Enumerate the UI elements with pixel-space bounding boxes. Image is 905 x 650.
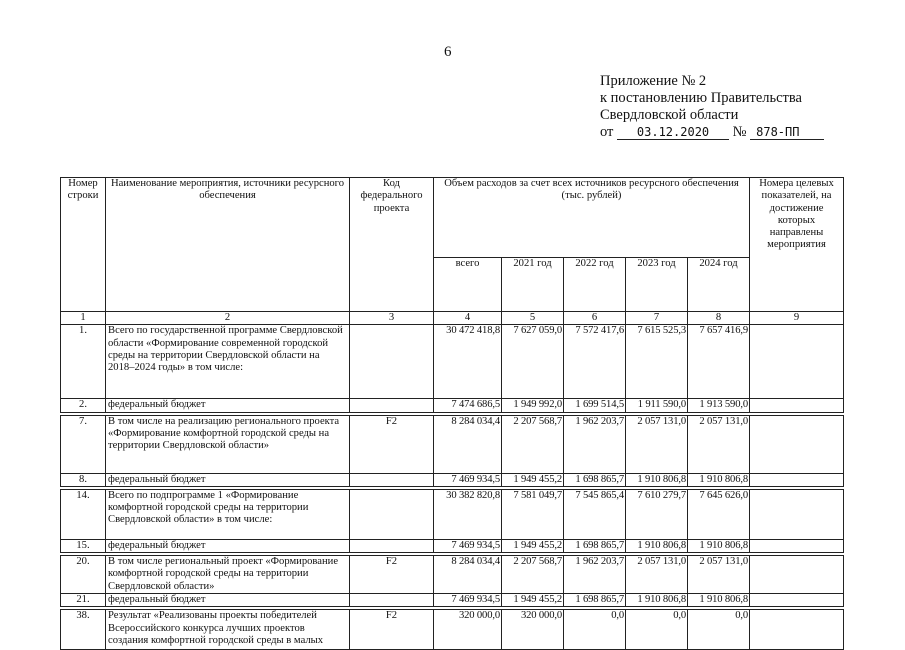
cell-code: F2 xyxy=(350,415,434,473)
table-row xyxy=(61,594,844,607)
cell-year-2021: 7 581 049,7 xyxy=(502,489,564,539)
cell-code xyxy=(350,325,434,399)
header-2024: 2024 год xyxy=(688,258,750,312)
header-expenses: Объем расходов за счет всех источников ресурсного обеспечения (тыс. рублей) xyxy=(434,178,750,258)
cell-year-2023: 1 910 806,8 xyxy=(626,594,688,607)
cell-year-2024: 2 057 131,0 xyxy=(688,415,750,473)
cell-year-2023: 7 610 279,7 xyxy=(626,489,688,539)
cell-year-2021: 1 949 455,2 xyxy=(502,539,564,552)
cell-year-2022: 1 698 865,7 xyxy=(564,473,626,486)
table-row xyxy=(61,539,844,552)
appendix-title: Приложение № 2 xyxy=(600,73,707,89)
cell-year-2021: 320 000,0 xyxy=(502,610,564,650)
cell-code xyxy=(350,489,434,539)
cell-name: федеральный бюджет xyxy=(106,473,350,486)
cell-year-2024: 1 913 590,0 xyxy=(688,399,750,412)
cell-num: 14. xyxy=(61,489,106,539)
cell-targets xyxy=(750,489,844,539)
table-row xyxy=(61,489,844,539)
cell-year-2021: 7 627 059,0 xyxy=(502,325,564,399)
col-number: 4 xyxy=(434,312,502,325)
cell-year-2022: 1 962 203,7 xyxy=(564,556,626,594)
cell-year-2023: 1 910 806,8 xyxy=(626,473,688,486)
cell-num: 7. xyxy=(61,415,106,473)
cell-name: федеральный бюджет xyxy=(106,399,350,412)
cell-name: Всего по государственной программе Свердловской области «Формирование современной городской среды на территории Свердловской области на 2018–2024 годы» в том числе: xyxy=(106,325,350,399)
cell-total: 320 000,0 xyxy=(434,610,502,650)
cell-year-2022: 1 698 865,7 xyxy=(564,594,626,607)
cell-name: Всего по подпрограмме 1 «Формирование комфортной городской среды на территории Свердловской области» в том числе: xyxy=(106,489,350,539)
col-number: 9 xyxy=(750,312,844,325)
cell-total: 7 474 686,5 xyxy=(434,399,502,412)
number-label: № xyxy=(732,124,747,140)
cell-code xyxy=(350,399,434,412)
cell-targets xyxy=(750,473,844,486)
table-row xyxy=(61,399,844,412)
cell-year-2023: 2 057 131,0 xyxy=(626,556,688,594)
decree-number: 878-ПП xyxy=(750,126,824,140)
decree-date: 03.12.2020 xyxy=(617,126,729,140)
cell-targets xyxy=(750,399,844,412)
col-number: 2 xyxy=(106,312,350,325)
cell-code: F2 xyxy=(350,556,434,594)
cell-total: 8 284 034,4 xyxy=(434,556,502,594)
column-numbers-row xyxy=(61,312,844,325)
col-number: 3 xyxy=(350,312,434,325)
cell-targets xyxy=(750,556,844,594)
cell-year-2024: 7 657 416,9 xyxy=(688,325,750,399)
cell-year-2023: 1 910 806,8 xyxy=(626,539,688,552)
cell-year-2021: 1 949 992,0 xyxy=(502,399,564,412)
cell-targets xyxy=(750,594,844,607)
cell-total: 7 469 934,5 xyxy=(434,473,502,486)
cell-name: В том числе региональный проект «Формирование комфортной городской среды на территории Свердловской области» xyxy=(106,556,350,594)
cell-name: федеральный бюджет xyxy=(106,594,350,607)
cell-year-2023: 2 057 131,0 xyxy=(626,415,688,473)
cell-total: 8 284 034,4 xyxy=(434,415,502,473)
cell-targets xyxy=(750,610,844,650)
cell-year-2022: 1 698 865,7 xyxy=(564,539,626,552)
appendix-line-3: Свердловской области xyxy=(600,107,739,123)
cell-year-2024: 1 910 806,8 xyxy=(688,594,750,607)
cell-num: 15. xyxy=(61,539,106,552)
cell-num: 20. xyxy=(61,556,106,594)
cell-targets xyxy=(750,325,844,399)
col-number: 1 xyxy=(61,312,106,325)
cell-year-2024: 1 910 806,8 xyxy=(688,473,750,486)
cell-num: 38. xyxy=(61,610,106,650)
header-targets: Номера целевых показателей, на достижение которых направлены мероприятия xyxy=(750,178,844,312)
cell-year-2022: 0,0 xyxy=(564,610,626,650)
cell-year-2021: 2 207 568,7 xyxy=(502,556,564,594)
table-row xyxy=(61,415,844,473)
cell-year-2024: 2 057 131,0 xyxy=(688,556,750,594)
header-total: всего xyxy=(434,258,502,312)
table-row xyxy=(61,556,844,594)
cell-total: 7 469 934,5 xyxy=(434,539,502,552)
cell-year-2022: 7 572 417,6 xyxy=(564,325,626,399)
appendix-block xyxy=(600,73,824,141)
header-row-number: Номер строки xyxy=(61,178,106,312)
cell-year-2024: 1 910 806,8 xyxy=(688,539,750,552)
appendix-line-2: к постановлению Правительства xyxy=(600,90,802,106)
cell-year-2024: 0,0 xyxy=(688,610,750,650)
header-2023: 2023 год xyxy=(626,258,688,312)
header-federal-code: Код федерального проекта xyxy=(350,178,434,312)
cell-num: 21. xyxy=(61,594,106,607)
cell-num: 1. xyxy=(61,325,106,399)
cell-year-2022: 1 962 203,7 xyxy=(564,415,626,473)
cell-name: В том числе на реализацию регионального проекта «Формирование комфортной городской среды на территории Свердловской области» xyxy=(106,415,350,473)
col-number: 5 xyxy=(502,312,564,325)
col-number: 7 xyxy=(626,312,688,325)
cell-targets xyxy=(750,539,844,552)
col-number: 6 xyxy=(564,312,626,325)
cell-code: F2 xyxy=(350,610,434,650)
cell-name: федеральный бюджет xyxy=(106,539,350,552)
cell-year-2021: 1 949 455,2 xyxy=(502,473,564,486)
table-body xyxy=(61,325,844,650)
page-number: 6 xyxy=(444,44,452,60)
cell-code xyxy=(350,473,434,486)
cell-code xyxy=(350,594,434,607)
cell-total: 30 472 418,8 xyxy=(434,325,502,399)
from-label: от xyxy=(600,124,614,140)
cell-name: Результат «Реализованы проекты победителей Всероссийского конкурса лучших проектов создания комфортной городской среды в малых xyxy=(106,610,350,650)
header-2022: 2022 год xyxy=(564,258,626,312)
cell-year-2022: 7 545 865,4 xyxy=(564,489,626,539)
table-row xyxy=(61,610,844,650)
cell-targets xyxy=(750,415,844,473)
cell-num: 8. xyxy=(61,473,106,486)
header-2021: 2021 год xyxy=(502,258,564,312)
cell-code xyxy=(350,539,434,552)
table-row xyxy=(61,325,844,399)
cell-year-2023: 7 615 525,3 xyxy=(626,325,688,399)
cell-year-2023: 1 911 590,0 xyxy=(626,399,688,412)
cell-num: 2. xyxy=(61,399,106,412)
cell-year-2024: 7 645 626,0 xyxy=(688,489,750,539)
cell-year-2023: 0,0 xyxy=(626,610,688,650)
appendix-date-line xyxy=(600,124,824,141)
cell-year-2022: 1 699 514,5 xyxy=(564,399,626,412)
cell-total: 30 382 820,8 xyxy=(434,489,502,539)
cell-year-2021: 1 949 455,2 xyxy=(502,594,564,607)
expenses-table xyxy=(60,177,844,650)
cell-year-2021: 2 207 568,7 xyxy=(502,415,564,473)
table-row xyxy=(61,473,844,486)
header-name: Наименование мероприятия, источники ресурсного обеспечения xyxy=(106,178,350,312)
cell-total: 7 469 934,5 xyxy=(434,594,502,607)
col-number: 8 xyxy=(688,312,750,325)
